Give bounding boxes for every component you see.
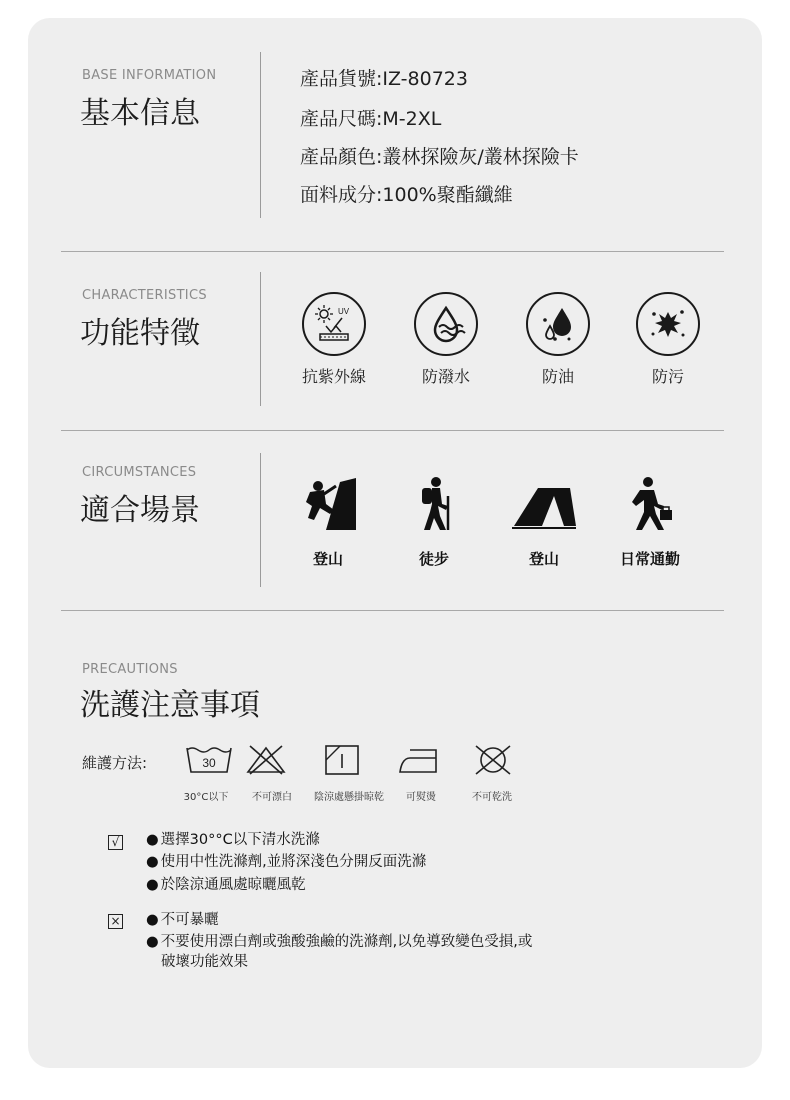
base-info-heading: 基本信息	[80, 96, 200, 131]
do-item: ● 於陰涼通風處晾曬風乾	[146, 875, 306, 895]
feature-uv	[294, 292, 374, 387]
product-fabric: 面料成分:100%聚酯纖維	[300, 184, 513, 206]
no-dry-clean-icon	[470, 744, 516, 776]
do-checkbox-icon: √	[108, 835, 123, 850]
divider-horizontal	[61, 610, 724, 611]
circumstances-heading: 適合場景	[80, 493, 200, 528]
feature-stain	[628, 292, 708, 387]
commuter-icon	[618, 476, 682, 532]
stain-resistant-icon	[636, 292, 700, 356]
do-item: ● 選擇30°°C以下清水洗滌	[146, 830, 320, 850]
scene-label: 登山	[312, 550, 343, 568]
dont-item-continued: 破壞功能效果	[161, 954, 248, 970]
care-label: 陰涼處懸掛晾乾	[314, 792, 384, 803]
svg-text:UV: UV	[338, 307, 350, 316]
wash-30-icon	[185, 744, 233, 776]
feature-label: 抗紫外線	[301, 367, 366, 386]
divider-horizontal	[61, 251, 724, 252]
feature-label: 防污	[651, 367, 684, 386]
scene-label: 登山	[528, 550, 559, 568]
characteristics-heading-en: CHARACTERISTICS	[82, 288, 207, 303]
iron-icon	[396, 744, 442, 776]
no-bleach-icon	[244, 744, 288, 776]
hiking-icon	[402, 476, 466, 532]
svg-text:30: 30	[202, 756, 216, 770]
product-size: 產品尺碼:M-2XL	[300, 108, 442, 130]
scene-tent	[494, 476, 594, 569]
characteristics-heading: 功能特徵	[80, 316, 200, 351]
feature-label: 防油	[541, 367, 574, 386]
do-item: ● 使用中性洗滌劑,並將深淺色分開反面洗滌	[146, 852, 426, 872]
product-code: 產品貨號:IZ-80723	[300, 68, 468, 90]
care-label: 30°C以下	[183, 792, 229, 803]
scene-commuting	[600, 476, 700, 569]
circumstances-heading-en: CIRCUMSTANCES	[82, 465, 197, 480]
scene-label: 徒步	[418, 550, 449, 568]
feature-oil	[518, 292, 598, 387]
scene-label: 日常通勤	[619, 550, 680, 568]
care-label: 不可漂白	[252, 792, 292, 803]
precautions-heading-en: PRECAUTIONS	[82, 662, 178, 677]
precautions-heading: 洗護注意事項	[80, 688, 260, 723]
line-dry-shade-icon	[322, 744, 362, 776]
uv-protection-icon	[302, 292, 366, 356]
oil-repellent-icon	[526, 292, 590, 356]
divider-horizontal	[61, 430, 724, 431]
dont-item: ● 不可暴曬	[146, 910, 219, 930]
feature-water	[406, 292, 486, 387]
tent-icon	[512, 476, 576, 532]
product-info-card	[28, 18, 762, 1068]
climbing-icon	[296, 476, 360, 532]
care-method-label: 維護方法:	[82, 754, 148, 772]
divider-vertical	[260, 453, 261, 587]
care-label: 不可乾洗	[472, 792, 512, 803]
base-info-heading-en: BASE INFORMATION	[82, 68, 217, 83]
feature-label: 防潑水	[421, 367, 470, 386]
divider-vertical	[260, 272, 261, 406]
divider-vertical	[260, 52, 261, 218]
water-repellent-icon	[414, 292, 478, 356]
dont-item: ● 不要使用漂白劑或強酸強鹼的洗滌劑,以免導致變色受損,或	[146, 932, 532, 952]
scene-hiking	[384, 476, 484, 569]
scene-climbing	[278, 476, 378, 569]
product-color: 產品顏色:叢林探險灰/叢林探險卡	[300, 146, 579, 168]
care-label: 可熨燙	[406, 792, 436, 803]
dont-checkbox-icon: ×	[108, 914, 123, 929]
